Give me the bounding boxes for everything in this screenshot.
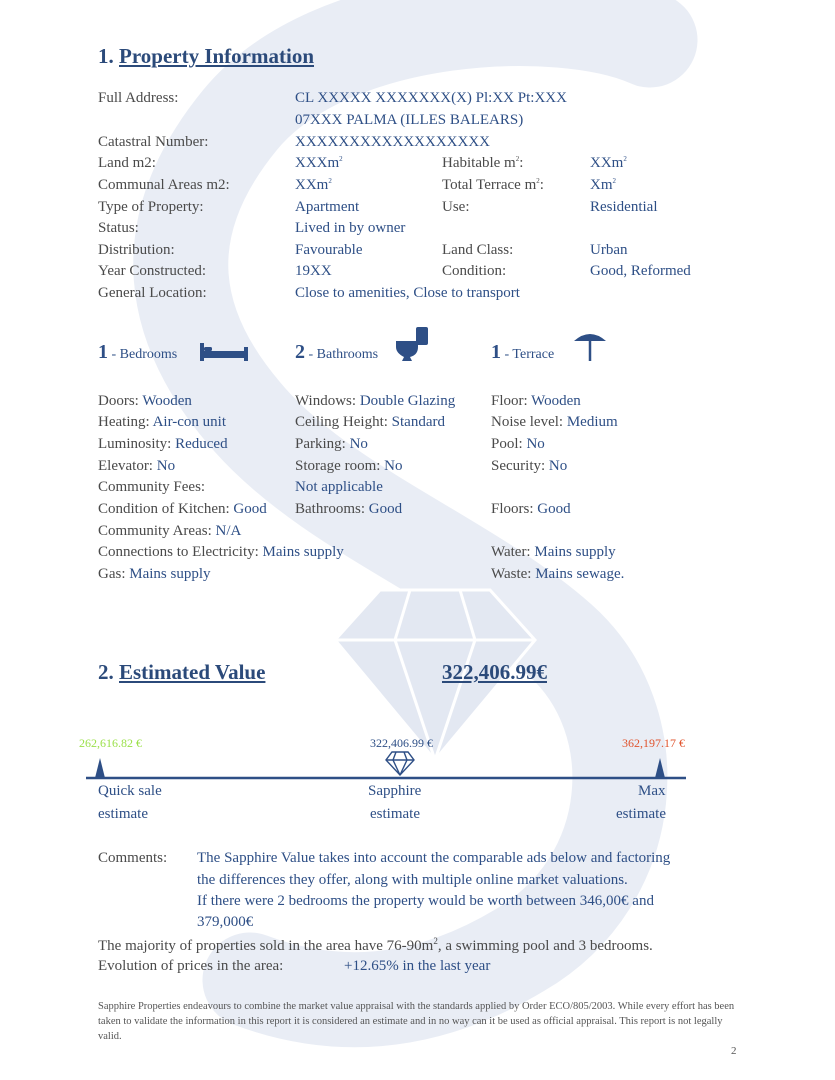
quick-sale-label-1: Quick sale xyxy=(98,783,162,799)
community-fees-label: Community Fees: xyxy=(98,479,206,495)
floor-feature: Floor: Wooden xyxy=(491,393,581,409)
section-number: 2. xyxy=(98,660,114,684)
land-label: Land m2: xyxy=(98,155,156,171)
terrace-label: Total Terrace $m^2$: xyxy=(442,177,544,193)
noise-feature: Noise level: Medium xyxy=(491,414,618,430)
parking-feature: Parking: No xyxy=(295,436,368,452)
land-value: XXXm$^2$ xyxy=(295,155,343,171)
quick-sale-value: 262,616.82 € xyxy=(79,736,142,750)
address-line-1: CL XXXXX XXXXXXX(X) Pl:XX Pt:XXX xyxy=(295,90,567,106)
use-label: Use: xyxy=(442,199,470,215)
communal-value: XXm$^2$ xyxy=(295,177,332,193)
community-areas-feature: Community Areas: N/A xyxy=(98,523,242,539)
quick-sale-label-2: estimate xyxy=(98,806,148,822)
location-label: General Location: xyxy=(98,285,207,301)
community-fees-value: Not applicable xyxy=(295,479,383,495)
water-feature: Water: Mains supply xyxy=(491,544,616,560)
distribution-label: Distribution: xyxy=(98,242,175,258)
sapphire-value: 322,406.99 € xyxy=(370,736,433,750)
waste-feature: Waste: Mains sewage. xyxy=(491,566,625,582)
type-label: Type of Property: xyxy=(98,199,204,215)
max-label-2: estimate xyxy=(616,806,666,822)
sapphire-label-2: estimate xyxy=(370,806,420,822)
catastral-value: XXXXXXXXXXXXXXXXXX xyxy=(295,134,490,150)
pool-feature: Pool: No xyxy=(491,436,545,452)
bathrooms-feature: Bathrooms: Good xyxy=(295,501,403,517)
disclaimer: Sapphire Properties endeavours to combine the market value appraisal with the standards applied by Order ECO/805/2003. While every effort has been taken to validate the information in this report it is considered an estimate and in no way can it be used as official appraisal. This report is not legally valid. xyxy=(98,1001,735,1042)
year-value: 19XX xyxy=(295,263,332,279)
majority-text: The majority of properties sold in the area have $76-90m^2$, a swimming pool and 3 bedrooms. xyxy=(98,936,653,954)
status-label: Status: xyxy=(98,220,139,236)
use-value: Residential xyxy=(590,199,658,215)
estimate-scale xyxy=(86,750,686,782)
communal-label: Communal Areas m2: xyxy=(98,177,230,193)
floors-feature: Floors: Good xyxy=(491,501,571,517)
condition-label: Condition: xyxy=(442,263,507,279)
doors-feature: Doors: Wooden xyxy=(98,393,192,409)
year-label: Year Constructed: xyxy=(98,263,207,279)
kitchen-feature: Condition of Kitchen: Good xyxy=(98,501,267,517)
elevator-feature: Elevator: No xyxy=(98,458,176,474)
max-value: 362,197.17 € xyxy=(622,736,685,750)
storage-feature: Storage room: No xyxy=(295,458,403,474)
status-value: Lived in by owner xyxy=(295,220,406,236)
max-label-1: Max xyxy=(638,783,666,799)
quick-sale-marker xyxy=(95,758,105,778)
evolution-label: Evolution of prices in the area: xyxy=(98,958,284,974)
land-class-label: Land Class: xyxy=(442,242,514,258)
heating-feature: Heating: Air-con unit xyxy=(98,414,227,430)
security-feature: Security: No xyxy=(491,458,568,474)
bedrooms-count: 1 - Bedrooms xyxy=(98,341,178,363)
land-class-value: Urban xyxy=(590,242,628,258)
type-value: Apartment xyxy=(295,199,360,215)
terrace-value: Xm$^2$ xyxy=(590,177,616,193)
location-value: Close to amenities, Close to transport xyxy=(295,285,520,301)
section-title: Property Information xyxy=(119,44,314,68)
catastral-label: Catastral Number: xyxy=(98,134,209,150)
toilet-icon xyxy=(396,327,430,361)
comments-line-1: The Sapphire Value takes into account the comparable ads below and factoring xyxy=(197,850,671,866)
section-title: Estimated Value xyxy=(119,660,266,684)
ceiling-feature: Ceiling Height: Standard xyxy=(295,414,445,430)
bed-icon xyxy=(200,341,248,361)
habitable-label: Habitable $m^2$: xyxy=(442,155,524,171)
evolution-value: +12.65% in the last year xyxy=(344,958,491,974)
max-marker xyxy=(655,758,665,778)
comments-line-2: the differences they offer, along with multiple online market valuations. xyxy=(197,872,628,888)
windows-feature: Windows: Double Glazing xyxy=(295,393,456,409)
distribution-value: Favourable xyxy=(295,242,363,258)
electricity-feature: Connections to Electricity: Mains supply xyxy=(98,544,344,560)
address-line-2: 07XXX PALMA (ILLES BALEARS) xyxy=(295,112,524,128)
condition-value: Good, Reformed xyxy=(590,263,691,279)
luminosity-feature: Luminosity: Reduced xyxy=(98,436,228,452)
section-1-heading xyxy=(98,44,314,69)
habitable-value: XXm$^2$ xyxy=(590,155,627,171)
terrace-count: 1 - Terrace xyxy=(491,341,555,363)
estimated-value: 322,406.99€ xyxy=(442,660,547,684)
umbrella-icon xyxy=(572,327,608,361)
page-number: 2 xyxy=(731,1045,737,1057)
diamond-marker-icon xyxy=(386,752,414,775)
bathrooms-count: 2 - Bathrooms xyxy=(295,341,379,363)
comments-line-4: 379,000€ xyxy=(197,914,254,930)
section-2-heading xyxy=(98,660,265,685)
comments-label: Comments: xyxy=(98,850,168,866)
full-address-label: Full Address: xyxy=(98,90,179,106)
gas-feature: Gas: Mains supply xyxy=(98,566,211,582)
comments-line-3: If there were 2 bedrooms the property would be worth between 346,00€ and xyxy=(197,893,654,909)
sapphire-label-1: Sapphire xyxy=(368,783,422,799)
section-number: 1. xyxy=(98,44,114,68)
